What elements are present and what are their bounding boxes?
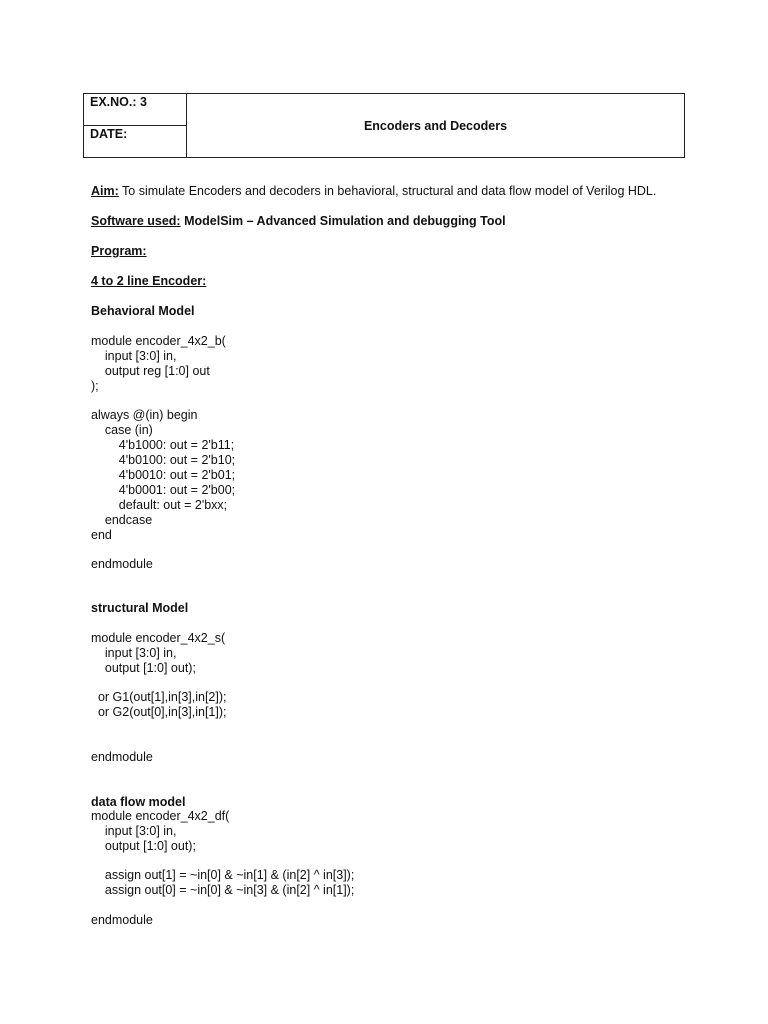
dataflow-code-module: module encoder_4x2_df( input [3:0] in, output [1:0] out); [91, 809, 230, 853]
behavioral-code-end: endmodule [91, 557, 153, 571]
behavioral-code-always: always @(in) begin case (in) 4'b1000: out = 2'b11; 4'b0100: out = 2'b10; 4'b0010: out = 2'b01; 4'b0001: out = 2'b00; default: out = 2'bxx; endcase end [91, 408, 236, 542]
behavioral-heading: Behavioral Model [91, 304, 195, 318]
aim-label: Aim: [91, 184, 119, 198]
date-cell: DATE: [84, 126, 187, 158]
dataflow-code-assign: assign out[1] = ~in[0] & ~in[1] & (in[2] ^ in[3]); assign out[0] = ~in[0] & ~in[3] & (in[2] ^ in[1]); [104, 868, 355, 897]
program-heading: Program: [91, 244, 147, 258]
software-line [91, 214, 506, 229]
structural-code-gates: or G1(out[1],in[3],in[2]); or G2(out[0],in[3],in[1]); [97, 690, 227, 719]
behavioral-code-module: module encoder_4x2_b( input [3:0] in, output reg [1:0] out ); [91, 334, 226, 393]
structural-code-end: endmodule [91, 750, 153, 764]
encoder-heading: 4 to 2 line Encoder: [91, 274, 207, 288]
structural-code-module: module encoder_4x2_s( input [3:0] in, output [1:0] out); [91, 631, 226, 675]
aim-line [91, 184, 656, 199]
ex-no-cell: EX.NO.: 3 [84, 94, 187, 126]
header-table [83, 93, 685, 158]
aim-text: To simulate Encoders and decoders in behavioral, structural and data flow model of Verilog HDL. [118, 184, 657, 198]
dataflow-heading: data flow model [91, 795, 186, 809]
software-label: Software used: [91, 214, 181, 228]
structural-heading: structural Model [91, 601, 189, 615]
page-title: Encoders and Decoders [187, 94, 685, 158]
dataflow-code-end: endmodule [91, 913, 153, 927]
software-text: ModelSim – Advanced Simulation and debugging Tool [180, 214, 506, 228]
